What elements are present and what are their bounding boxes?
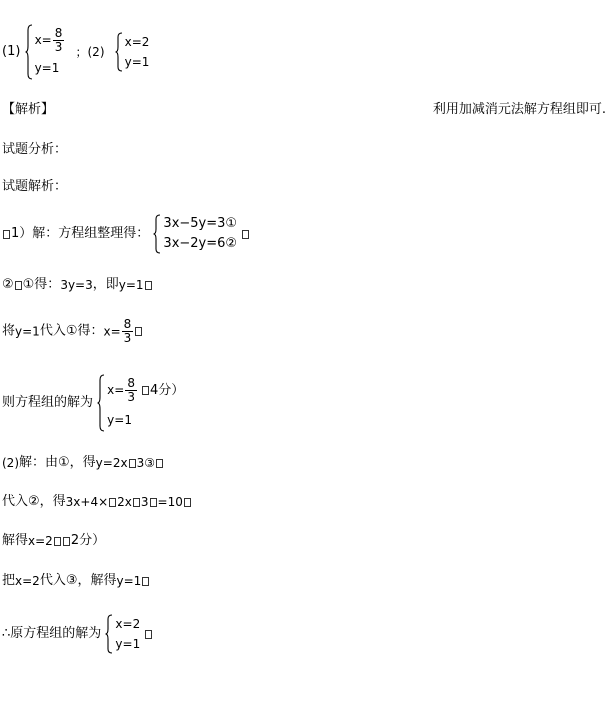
left-brace-icon (105, 614, 113, 654)
part1-result: 则方程组的解为 x= $\frac{8}{3}$ 4分） y=1 (2, 374, 184, 432)
missing-glyph-icon (184, 498, 191, 507)
missing-glyph-icon (150, 498, 157, 507)
answer-system-1 (25, 24, 66, 80)
analysis-label: 试题分析： (2, 142, 68, 157)
final-y: y=1 (115, 637, 141, 651)
left-brace-icon (153, 214, 161, 254)
equation-1: 3x−5y=3① (163, 216, 238, 231)
answer-system-2 (115, 32, 150, 72)
answer-2-y: y=1 (124, 55, 150, 69)
part1-step-eliminate: ② ①得：3y=3，即y=1 (2, 277, 153, 294)
answer-1-x: x= $\frac{8}{3}$ (34, 25, 63, 54)
result-system-1 (97, 374, 184, 432)
part2-final: ∴原方程组的解为 x=2 y=1 (2, 614, 153, 654)
missing-glyph-icon (156, 459, 163, 468)
missing-glyph-icon (15, 281, 22, 290)
missing-glyph-icon (145, 281, 152, 290)
missing-glyph-icon (142, 577, 149, 586)
left-brace-icon (97, 374, 105, 432)
method-summary: 利用加减消元法解方程组即可. (432, 102, 606, 117)
missing-glyph-icon (133, 498, 140, 507)
missing-glyph-icon (54, 537, 61, 546)
result-1-y: y=1 (107, 412, 132, 427)
section-heading: 【解析】 (2, 102, 55, 117)
missing-glyph-icon (145, 630, 152, 639)
part1-setup: 1）解：方程组整理得： 3x−5y=3① 3x−2y=6② (2, 214, 250, 254)
part1-step-substitute: 将y=1代入①得：x= $\frac{8}{3}$ (2, 318, 143, 345)
answer-1-y: y=1 (34, 61, 60, 76)
part2-step-substitute: 代入②，得3x+4× 2x 3 =10 (2, 494, 192, 511)
fraction: $\frac{8}{3}$ (123, 317, 132, 345)
answer-line (2, 24, 149, 80)
missing-glyph-icon (129, 459, 136, 468)
result-1-x: x= $\frac{8}{3}$ 4分） (107, 376, 185, 405)
answer-2-x: x=2 (124, 35, 150, 49)
answer-part1-number: (1) (2, 44, 21, 59)
left-brace-icon (25, 24, 33, 80)
solution-label: 试题解析： (2, 179, 68, 194)
missing-glyph-icon (3, 230, 10, 239)
part2-step-solve-x: 解得x=2 2分） (2, 533, 106, 548)
reorganized-system (153, 214, 237, 254)
final-x: x=2 (115, 617, 141, 631)
missing-glyph-icon (142, 386, 149, 395)
missing-glyph-icon (63, 537, 70, 546)
part2-step-solve-y: 把x=2代入③，解得y=1 (2, 573, 150, 590)
final-system (105, 614, 140, 654)
part2-step-express: (2)解：由①，得y=2x 3③ (2, 455, 164, 472)
left-brace-icon (115, 32, 123, 72)
missing-glyph-icon (109, 498, 116, 507)
missing-glyph-icon (242, 230, 249, 239)
missing-glyph-icon (135, 327, 142, 336)
answer-separator: ；(2) (75, 45, 105, 59)
equation-2: 3x−2y=6② (163, 236, 238, 251)
fraction: $\frac{8}{3}$ (127, 376, 135, 405)
fraction: $\frac{8}{3}$ (54, 25, 63, 54)
